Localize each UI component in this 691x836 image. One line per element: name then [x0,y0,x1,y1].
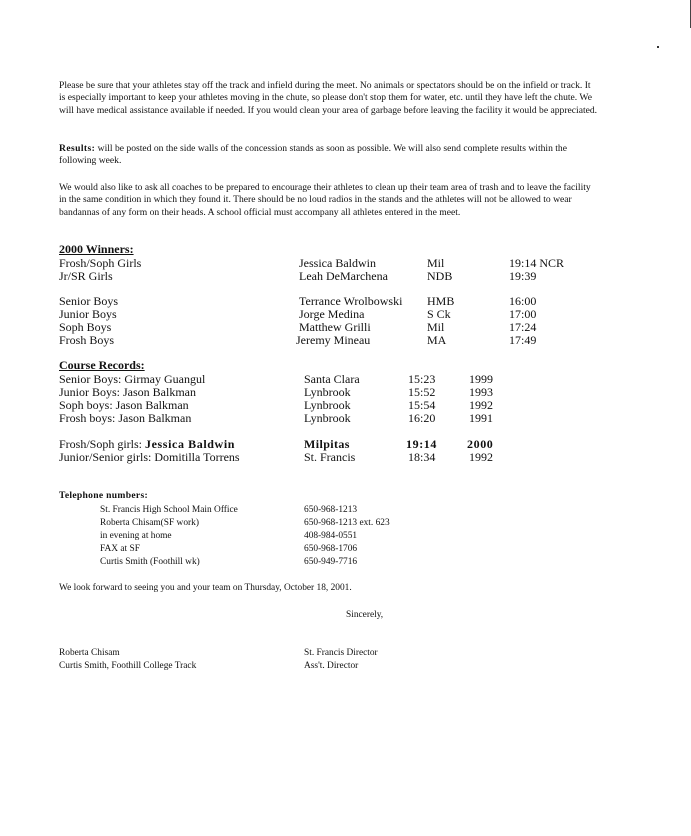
record-school: Lynbrook [304,398,351,412]
winner-division: Junior Boys [59,307,117,321]
signature-name: Roberta Chisam [59,648,120,658]
phone-number: 650-968-1213 [304,505,358,515]
phone-row [0,530,691,542]
record-time: 15:54 [408,398,436,412]
winners-heading: 2000 Winners: [59,242,134,256]
phone-label: Roberta Chisam(SF work) [100,518,199,528]
record-school: Lynbrook [304,385,351,399]
phone-label: FAX at SF [100,544,140,554]
phone-row [0,504,691,516]
record-year: 1999 [469,372,493,386]
winner-name: Jessica Baldwin [299,256,376,270]
record-time: 19:14 [406,437,437,451]
results-paragraph [59,143,599,168]
results-text: will be posted on the side walls of the concession stands as soon as possible. We will also send complete results within the following week. [59,143,567,167]
winner-division: Frosh Boys [59,333,115,347]
winner-school: S Ck [427,307,451,321]
record-year: 1992 [469,398,493,412]
winner-name: Leah DeMarchena [299,269,388,283]
phone-row [0,543,691,555]
winner-time: 19:39 [509,269,537,283]
record-school: Lynbrook [304,411,351,425]
sincerely-text: Sincerely, [346,610,384,620]
signature-title: St. Francis Director [304,648,378,658]
phone-number: 408-984-0551 [304,531,358,541]
winner-division: Frosh/Soph Girls [59,256,142,270]
winner-division: Jr/SR Girls [59,269,113,283]
signature-row [0,660,691,672]
record-year: 1993 [469,385,493,399]
phone-label: in evening at home [100,531,172,541]
record-time: 16:20 [408,411,436,425]
record-label-name: Jessica Baldwin [145,437,236,451]
phone-number: 650-968-1213 ext. 623 [304,518,390,528]
winner-name: Terrance Wrolbowski [299,294,403,308]
intro-paragraph: Please be sure that your athletes stay off the track and infield during the meet. No animals or spectators should be on the infield or track. It is especially important to keep your athletes moving in the chute, so please don't stop them for water, etc. until they have left the chute. We will have medical assistance available if needed. If you would clean your area of garbage before leaving the facility it would be appreciated. [59,80,598,116]
signature-name: Curtis Smith, Foothill College Track [59,661,197,671]
winner-school: MA [427,333,447,347]
phone-number: 650-968-1706 [304,544,358,554]
phone-row [0,517,691,529]
phone-label: St. Francis High School Main Office [100,505,238,515]
winner-name: Jorge Medina [299,307,365,321]
winner-row [0,270,691,283]
record-time: 15:23 [408,372,436,386]
record-label: Junior/Senior girls: Domitilla Torrens [59,450,240,464]
record-time: 15:52 [408,385,436,399]
closing-line [0,582,691,594]
record-label-prefix: Frosh/Soph girls: [59,437,143,451]
phone-number: 650-949-7716 [304,557,358,567]
record-time: 18:34 [408,450,436,464]
phone-label: Curtis Smith (Foothill wk) [100,557,200,567]
winner-name: Matthew Grilli [299,320,371,334]
winner-school: NDB [427,269,453,283]
winner-division: Senior Boys [59,294,119,308]
signature-row [0,647,691,659]
record-label: Junior Boys: Jason Balkman [59,385,196,399]
signature-title: Ass't. Director [304,661,359,671]
winner-time: 16:00 [509,294,537,308]
closing-text: We look forward to seeing you and your team on Thursday, October 18, 2001. [59,583,352,593]
record-school: Santa Clara [304,372,360,386]
record-label: Senior Boys: Girmay Guangul [59,372,206,386]
record-year: 2000 [467,437,494,451]
record-year: 1992 [469,450,493,464]
telephone-heading: Telephone numbers: [59,490,149,501]
record-row [0,451,691,464]
winner-school: Mil [427,320,445,334]
winner-division: Soph Boys [59,320,112,334]
coaches-paragraph: We would also like to ask all coaches to be prepared to encourage their athletes to clean up their team area of trash and to leave the facility in the same condition in which they found it. There should be no loud radios in the stands and the athletes will not be allowed to wear bandannas of any form on their heads. A school official must accompany all athletes entered in the meet. [59,182,591,218]
phone-row [0,556,691,568]
winner-school: HMB [427,294,455,308]
record-label: Frosh boys: Jason Balkman [59,411,192,425]
winner-time: 17:00 [509,307,537,321]
record-year: 1991 [469,411,493,425]
winner-school: Mil [427,256,445,270]
sincerely-line [0,609,691,621]
winner-time: 19:14 NCR [509,256,565,270]
winner-name: Jeremy Mineau [296,333,371,347]
results-label: Results: [59,143,96,154]
record-row [0,412,691,425]
records-heading: Course Records: [59,358,145,372]
winner-time: 17:49 [509,333,537,347]
winner-row [0,334,691,347]
scan-speck [657,46,659,48]
winner-time: 17:24 [509,320,537,334]
record-school: Milpitas [304,437,350,451]
record-label: Soph boys: Jason Balkman [59,398,189,412]
record-school: St. Francis [304,450,356,464]
